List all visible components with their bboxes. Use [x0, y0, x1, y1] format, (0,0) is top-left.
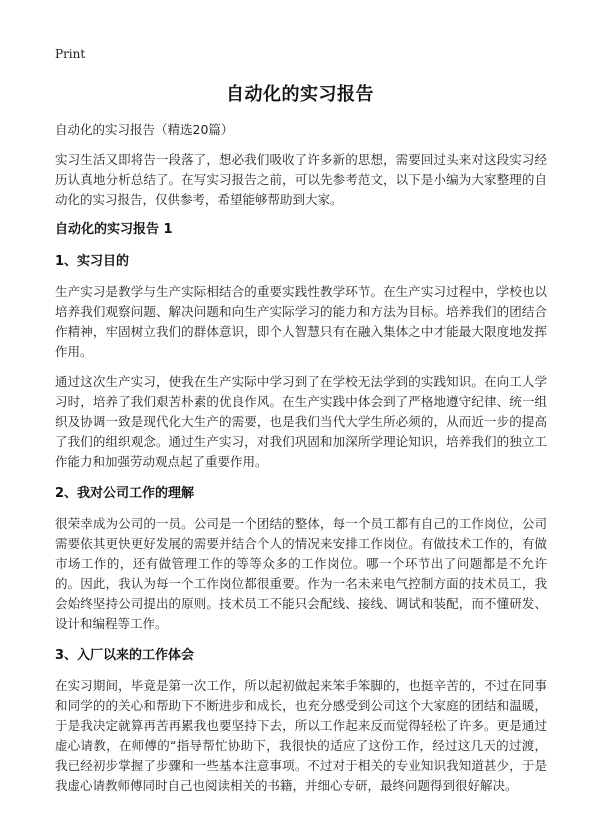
section-heading-understanding: 2、我对公司工作的理解	[55, 486, 195, 501]
section-paragraph: 生产实习是教学与生产实际相结合的重要实践性教学环节。在生产实习过程中，学校也以培养我们观察问题、解决问题和向生产实际学习的能力和方法为目标。培养我们的团结合作精神，牢固树立我们的群体意识，即个人智慧只有在融入集体之中才能最大限度地发挥作用。	[55, 284, 547, 359]
section-paragraph: 在实习期间，毕竟是第一次工作，所以起初做起来笨手笨脚的，也挺辛苦的，不过在同事和同学的的关心和帮助下不断进步和成长，也充分感受到公司这个大家庭的团结和温暖，于是我决定就算再苦再累我也要坚持下去，所以工作起来反而觉得轻松了许多。更是通过虚心请教，在师傅的“指导帮忙协助下，我很快的适应了这份工作，经过这几天的过渡，我已经初步掌握了步骤和一些基本注意事项。不过对于相关的专业知识我知道甚少，于是我虚心请教师傅同时自己也阅读相关的书籍，并细心专研，最终问题得到很好解决。	[55, 678, 547, 793]
document-subtitle: 自动化的实习报告（精选20篇）	[55, 122, 234, 137]
section-paragraph: 很荣幸成为公司的一员。公司是一个团结的整体，每一个员工都有自己的工作岗位，公司需要依其更快更好发展的需要并结合个人的情况来安排工作岗位。有做技术工作的，有做市场工作的，还有做管理工作的等等众多的工作岗位。哪一个环节出了问题都是不允许的。因此，我认为每一个工作岗位都很重要。作为一名未来电气控制方面的技术员工，我会始终坚持公司提出的原则。技术员工不能只会配线、接线、调试和装配，而不懂研发、设计和编程等工作。	[55, 516, 547, 631]
print-label[interactable]: Print	[55, 47, 86, 61]
section-heading-purpose: 1、实习目的	[55, 254, 130, 269]
report-heading: 自动化的实习报告 1	[55, 222, 173, 237]
document-body	[55, 120, 547, 806]
section-paragraph: 通过这次生产实习，使我在生产实际中学习到了在学校无法学到的实践知识。在向工人学习时，培养了我们艰苦朴素的优良作风。在生产实践中体会到了严格地遵守纪律、统一组织及协调一致是现代化大生产的需要，也是我们当代大学生所必须的，从而近一步的提高了我们的组织观念。通过生产实习，对我们巩固和加深所学理论知识，培养我们的独立工作能力和加强劳动观点起了重要作用。	[55, 374, 547, 469]
page-title: 自动化的实习报告	[226, 84, 374, 105]
section-heading-experience: 3、入厂以来的工作体会	[55, 648, 195, 663]
intro-paragraph: 实习生活又即将告一段落了，想必我们吸收了许多新的思想，需要回过头来对这段实习经历认真地分析总结了。在写实习报告之前，可以先参考范文，以下是小编为大家整理的自动化的实习报告，仅供参考，希望能够帮助到大家。	[55, 152, 547, 207]
